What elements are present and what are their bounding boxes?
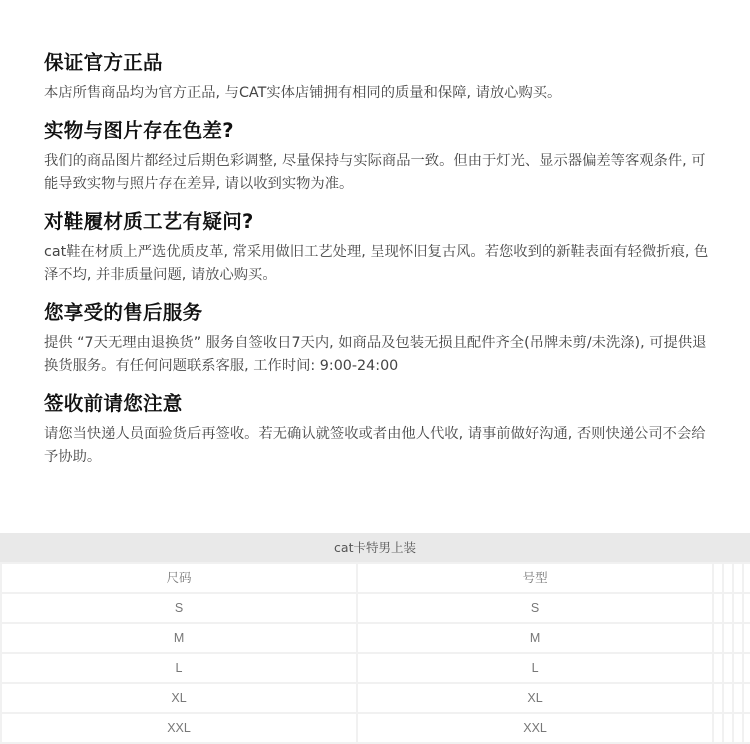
section-title: 对鞋履材质工艺有疑问? — [44, 209, 254, 233]
size-table-grid — [0, 564, 750, 742]
table-row — [0, 714, 750, 742]
size-cell: M — [2, 624, 356, 652]
empty-cell — [734, 594, 742, 622]
empty-cell — [734, 714, 742, 742]
size-cell: S — [2, 594, 356, 622]
section-after-sales — [44, 300, 714, 379]
empty-cell — [724, 714, 732, 742]
model-cell: XXL — [358, 714, 712, 742]
section-material-craft — [44, 209, 714, 288]
size-cell: XXL — [2, 714, 356, 742]
section-authentic — [44, 50, 714, 106]
size-cell: L — [2, 654, 356, 682]
empty-cell — [744, 564, 750, 592]
size-table — [0, 533, 750, 744]
section-body: 我们的商品图片都经过后期色彩调整, 尽量保持与实际商品一致。但由于灯光、显示器偏差等客观条件, 可能导致实物与照片存在差异, 请以收到实物为准。 — [44, 152, 706, 192]
empty-cell — [724, 654, 732, 682]
section-title: 签收前请您注意 — [44, 391, 183, 415]
empty-cell — [714, 684, 722, 712]
empty-cell — [714, 714, 722, 742]
header-model: 号型 — [358, 564, 712, 592]
table-row — [0, 624, 750, 652]
model-cell: S — [358, 594, 712, 622]
section-title: 实物与图片存在色差? — [44, 118, 234, 142]
empty-cell — [744, 624, 750, 652]
size-table-caption: cat卡特男上装 — [0, 533, 750, 562]
empty-cell — [714, 654, 722, 682]
empty-cell — [714, 564, 722, 592]
model-cell: M — [358, 624, 712, 652]
section-body: 请您当快递人员面验货后再签收。若无确认就签收或者由他人代收, 请事前做好沟通, 否则快递公司不会给予协助。 — [44, 425, 706, 465]
empty-cell — [724, 624, 732, 652]
table-row — [0, 684, 750, 712]
empty-cell — [734, 654, 742, 682]
section-body: cat鞋在材质上严选优质皮革, 常采用做旧工艺处理, 呈现怀旧复古风。若您收到的新鞋表面有轻微折痕, 色泽不均, 并非质量问题, 请放心购买。 — [44, 243, 709, 283]
empty-cell — [734, 624, 742, 652]
model-cell: L — [358, 654, 712, 682]
empty-cell — [724, 594, 732, 622]
table-row — [0, 594, 750, 622]
section-title: 您享受的售后服务 — [44, 300, 203, 324]
empty-cell — [734, 684, 742, 712]
section-body: 本店所售商品均为官方正品, 与CAT实体店铺拥有相同的质量和保障, 请放心购买。 — [44, 85, 562, 101]
size-cell: XL — [2, 684, 356, 712]
empty-cell — [714, 624, 722, 652]
empty-cell — [744, 654, 750, 682]
empty-cell — [724, 684, 732, 712]
empty-cell — [744, 714, 750, 742]
notice-sections — [44, 50, 714, 482]
section-color-difference — [44, 118, 714, 197]
table-header-row — [0, 564, 750, 592]
empty-cell — [744, 684, 750, 712]
empty-cell — [744, 594, 750, 622]
empty-cell — [724, 564, 732, 592]
section-body: 提供 “7天无理由退换货” 服务自签收日7天内, 如商品及包装无损且配件齐全(吊牌未剪/未洗涤), 可提供退换货服务。有任何问题联系客服, 工作时间: 9:00-24:00 — [44, 334, 707, 374]
empty-cell — [714, 594, 722, 622]
section-before-signing — [44, 391, 714, 470]
section-title: 保证官方正品 — [44, 51, 163, 74]
header-size: 尺码 — [2, 564, 356, 592]
model-cell: XL — [358, 684, 712, 712]
table-row — [0, 654, 750, 682]
empty-cell — [734, 564, 742, 592]
